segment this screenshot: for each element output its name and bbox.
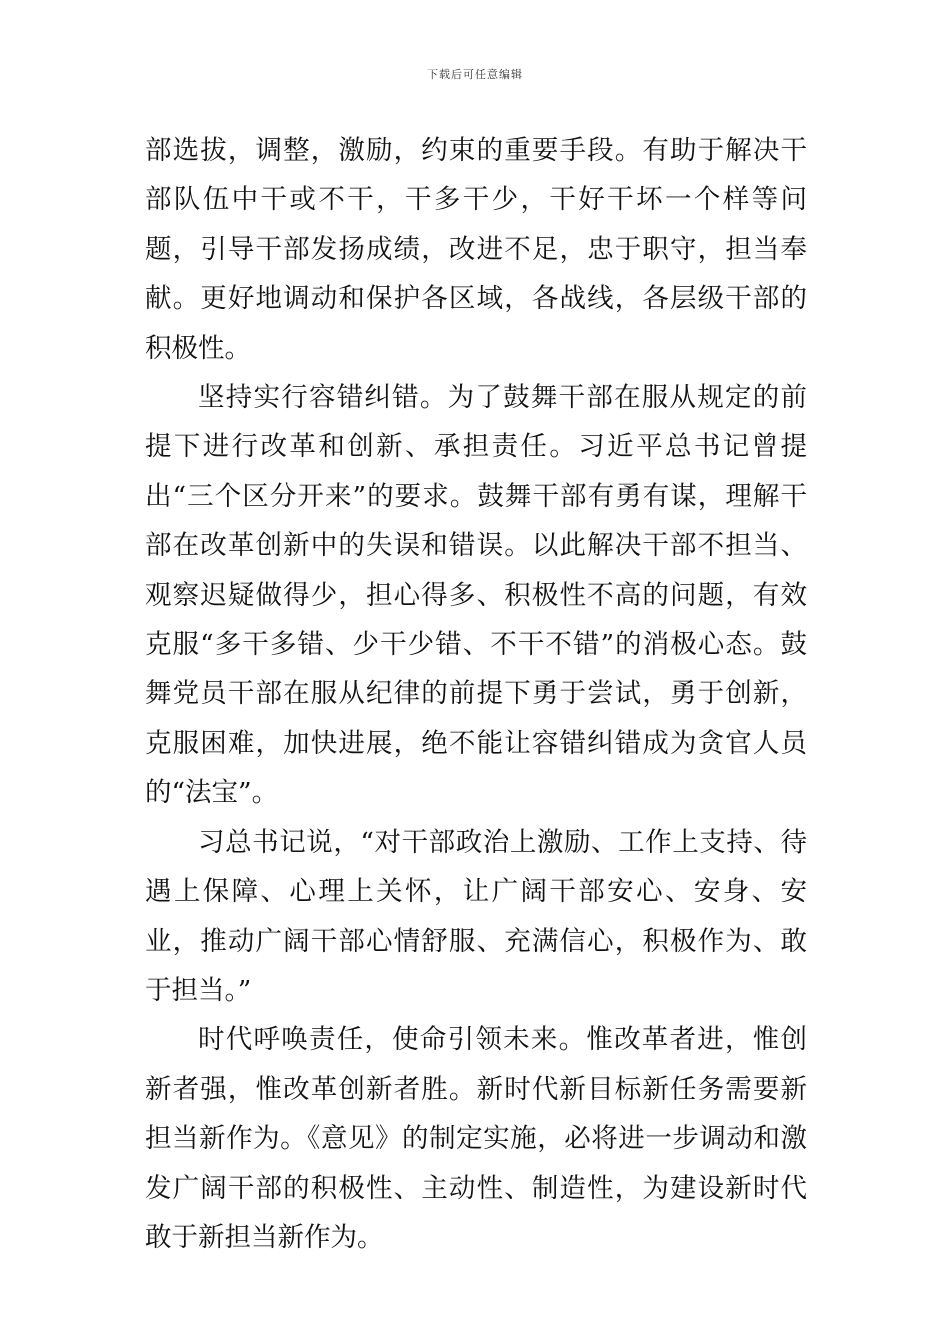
paragraph-2: 坚持实行容错纠错。为了鼓舞干部在服从规定的前提下进行改革和创新、承担责任。习近平总书记曾提出“三个区分开来”的要求。鼓舞干部有勇有谋，理解干部在改革创新中的失误和错误。以此解决干部不担当、观察迟疑做得少，担心得多、积极性不高的问题，有效克服“多干多错、少干少错、不干不错”的消极心态。鼓舞党员干部在服从纪律的前提下勇于尝试，勇于创新，克服困难，加快进展，绝不能让容错纠错成为贪官人员的“法宝”。 (145, 382, 807, 809)
paragraph-3: 习总书记说，“对干部政治上激励、工作上支持、待遇上保障、心理上关怀，让广阔干部安心、安身、安业，推动广阔干部心情舒服、充满信心，积极作为、敢于担当。” (145, 826, 807, 1006)
page-header: 下载后可任意编辑 (427, 68, 523, 81)
paragraph-4: 时代呼唤责任，使命引领未来。惟改革者进，惟创新者强，惟改革创新者胜。新时代新目标新任务需要新担当新作为。《意见》的制定实施，必将进一步调动和激发广阔干部的积极性、主动性、制造性，为建设新时代敢于新担当新作为。 (145, 1024, 807, 1253)
paragraph-1: 部选拔，调整，激励，约束的重要手段。有助于解决干部队伍中干或不干，干多干少，干好干坏一个样等问题，引导干部发扬成绩，改进不足，忠于职守，担当奉献。更好地调动和保护各区域，各战线，各层级干部的积极性。 (145, 135, 807, 364)
document-body (145, 126, 807, 1262)
